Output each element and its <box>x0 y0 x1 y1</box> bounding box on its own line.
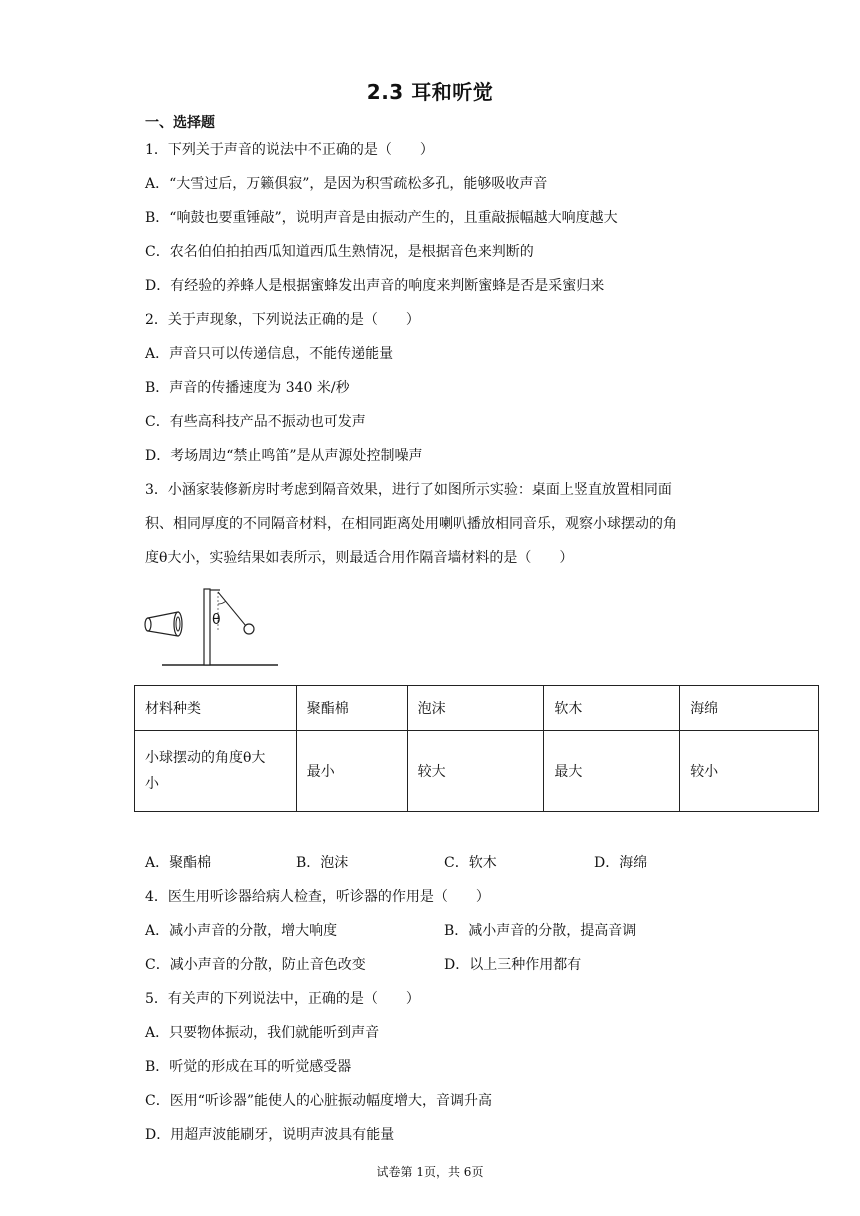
question-1-stem: 1．下列关于声音的说法中不正确的是（ ） <box>145 142 434 158</box>
table-cell-result-3: 最大 <box>544 731 680 812</box>
question-1-option-b: B．“响鼓也要重锤敲”，说明声音是由振动产生的，且重敲振幅越大响度越大 <box>145 210 618 226</box>
table-cell-result-2: 较大 <box>407 731 544 812</box>
table-cell-header-label: 材料种类 <box>135 686 297 731</box>
row-label-line-1: 小球摆动的角度θ大 <box>145 750 266 766</box>
table-cell-material-1: 聚酯棉 <box>296 686 407 731</box>
question-3-option-b: B．泡沫 <box>296 855 349 871</box>
table-cell-result-4: 较小 <box>680 731 819 812</box>
table-cell-material-2: 泡沫 <box>407 686 544 731</box>
question-3-option-c: C．软木 <box>444 855 497 871</box>
question-5-option-d: D．用超声波能刷牙，说明声波具有能量 <box>145 1127 395 1143</box>
materials-results-table <box>134 685 819 812</box>
question-2-option-b: B．声音的传播速度为 340 米/秒 <box>145 380 350 396</box>
question-3-stem-line-2: 积、相同厚度的不同隔音材料，在相同距离处用喇叭播放相同音乐，观察小球摆动的角 <box>145 516 677 532</box>
section-heading: 一、选择题 <box>145 115 215 131</box>
question-4-option-d: D．以上三种作用都有 <box>444 957 582 973</box>
question-5-stem: 5．有关声的下列说法中，正确的是（ ） <box>145 991 420 1007</box>
question-4-option-c: C．减小声音的分散，防止音色改变 <box>145 957 366 973</box>
question-5-option-c: C．医用“听诊器”能使人的心脏振动幅度增大，音调升高 <box>145 1093 493 1109</box>
row-label-line-2: 小 <box>145 776 159 792</box>
angle-arc <box>218 601 226 604</box>
question-2-option-a: A．声音只可以传递信息，不能传递能量 <box>145 346 394 362</box>
pendulum-string <box>218 592 246 626</box>
question-3-stem-line-1: 3．小涵家装修新房时考虑到隔音效果，进行了如图所示实验：桌面上竖直放置相同面 <box>145 482 672 498</box>
table-cell-material-3: 软木 <box>544 686 680 731</box>
loudspeaker-icon <box>145 612 182 636</box>
table-cell-row-label <box>135 731 297 812</box>
question-5-option-b: B．听觉的形成在耳的听觉感受器 <box>145 1059 352 1075</box>
question-2-option-d: D．考场周边“禁止鸣笛”是从声源处控制噪声 <box>145 448 423 464</box>
question-1-option-c: C．农名伯伯拍拍西瓜知道西瓜生熟情况，是根据音色来判断的 <box>145 244 534 260</box>
question-4-option-a: A．减小声音的分散，增大响度 <box>145 923 338 939</box>
table-results-row <box>135 731 819 812</box>
question-2-stem: 2．关于声现象，下列说法正确的是（ ） <box>145 312 420 328</box>
question-2-option-c: C．有些高科技产品不振动也可发声 <box>145 414 366 430</box>
question-5-option-a: A．只要物体振动，我们就能听到声音 <box>145 1025 380 1041</box>
angle-theta-label: θ <box>212 612 221 628</box>
table-cell-result-1: 最小 <box>296 731 407 812</box>
question-4-stem: 4．医生用听诊器给病人检查，听诊器的作用是（ ） <box>145 889 490 905</box>
table-header-row <box>135 686 819 731</box>
insulation-board <box>204 589 210 665</box>
pendulum-experiment-figure <box>140 582 285 676</box>
page-footer: 试卷第 1页，共 6页 <box>376 1165 484 1179</box>
page-title: 2.3 耳和听觉 <box>366 80 494 104</box>
question-3-option-d: D．海绵 <box>594 855 648 871</box>
question-3-stem-line-3: 度θ大小，实验结果如表所示，则最适合用作隔音墙材料的是（ ） <box>145 550 574 566</box>
table-cell-material-4: 海绵 <box>680 686 819 731</box>
question-4-option-b: B．减小声音的分散，提高音调 <box>444 923 637 939</box>
question-3-option-a: A．聚酯棉 <box>145 855 212 871</box>
question-1-option-a: A．“大雪过后，万籁俱寂”，是因为积雪疏松多孔，能够吸收声音 <box>145 176 548 192</box>
question-1-option-d: D．有经验的养蜂人是根据蜜蜂发出声音的响度来判断蜜蜂是否是采蜜归来 <box>145 278 605 294</box>
pendulum-ball <box>244 624 254 634</box>
